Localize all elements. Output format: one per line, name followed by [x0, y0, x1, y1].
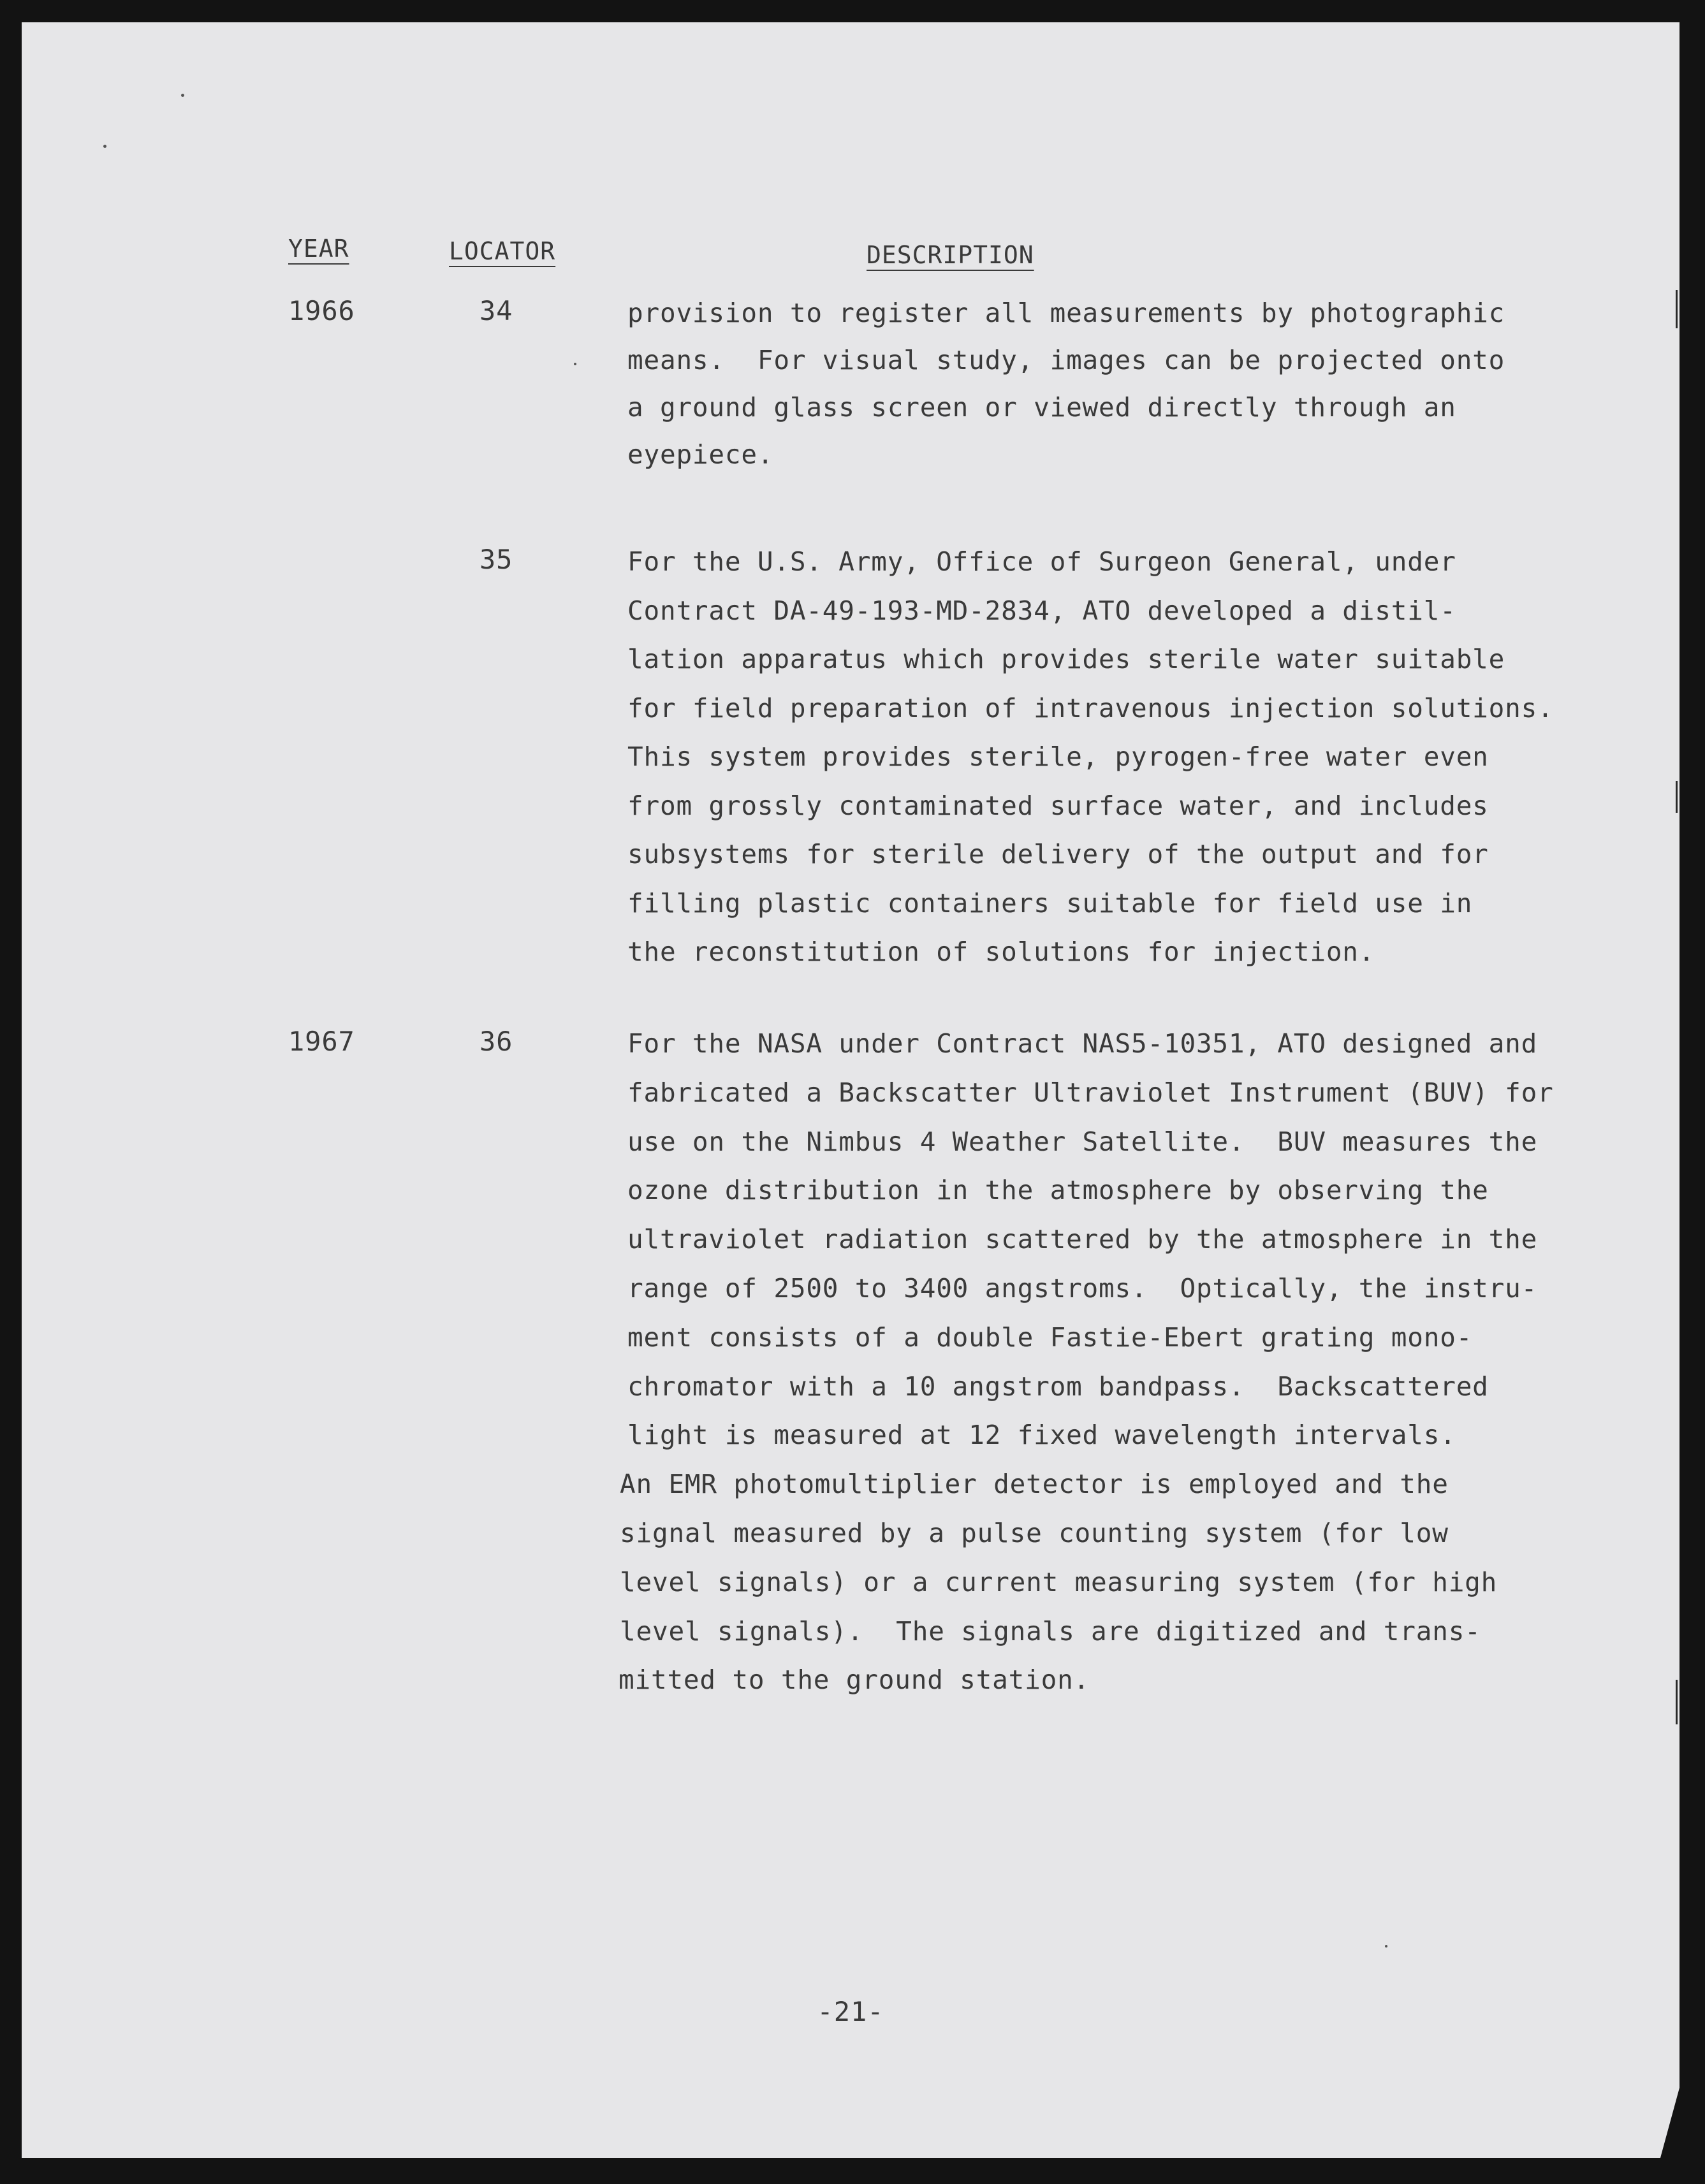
- entry-locator: 34: [479, 295, 513, 326]
- description-line: level signals). The signals are digitized and trans-: [620, 1616, 1481, 1647]
- paper-edge-mark: [1676, 1680, 1678, 1724]
- description-line: level signals) or a current measuring system (for high: [620, 1567, 1498, 1598]
- locator-column-header: LOCATOR: [449, 237, 556, 265]
- description-line: use on the Nimbus 4 Weather Satellite. BUV measures the: [627, 1126, 1538, 1157]
- description-line: means. For visual study, images can be projected onto: [627, 345, 1505, 375]
- description-line: ultraviolet radiation scattered by the atmosphere in the: [627, 1224, 1538, 1255]
- paper-speck: [181, 94, 184, 97]
- description-line: range of 2500 to 3400 angstroms. Optically, the instru-: [627, 1273, 1538, 1304]
- description-line: This system provides sterile, pyrogen-free water even: [627, 741, 1489, 772]
- paper-speck: [1385, 1945, 1387, 1947]
- paper-speck: [103, 145, 106, 148]
- description-line: light is measured at 12 fixed wavelength intervals.: [627, 1420, 1456, 1450]
- description-line: For the U.S. Army, Office of Surgeon General, under: [627, 546, 1456, 577]
- description-line: For the NASA under Contract NAS5-10351, ATO designed and: [627, 1028, 1538, 1059]
- description-line: eyepiece.: [627, 439, 774, 470]
- entry-year: 1967: [288, 1026, 355, 1057]
- description-line: for field preparation of intravenous injection solutions.: [627, 693, 1554, 724]
- description-column-header: DESCRIPTION: [867, 241, 1034, 269]
- description-line: chromator with a 10 angstrom bandpass. Backscattered: [627, 1371, 1489, 1402]
- description-line: ment consists of a double Fastie-Ebert grating mono-: [627, 1322, 1473, 1353]
- description-line: mitted to the ground station.: [618, 1664, 1090, 1695]
- description-line: Contract DA-49-193-MD-2834, ATO developed a distil-: [627, 595, 1456, 626]
- description-line: filling plastic containers suitable for field use in: [627, 888, 1473, 919]
- entry-locator: 35: [479, 544, 513, 575]
- description-line: provision to register all measurements by photographic: [627, 298, 1505, 328]
- description-line: An EMR photomultiplier detector is employed and the: [620, 1469, 1449, 1499]
- entry-year: 1966: [288, 295, 355, 326]
- document-page: [22, 22, 1679, 2158]
- description-line: the reconstitution of solutions for injection.: [627, 936, 1375, 967]
- paper-edge-mark: [1676, 781, 1678, 813]
- paper-speck: [574, 363, 576, 365]
- description-line: a ground glass screen or viewed directly through an: [627, 392, 1456, 423]
- folded-corner: [1660, 2088, 1679, 2158]
- year-column-header: YEAR: [288, 235, 349, 263]
- entry-locator: 36: [479, 1026, 513, 1057]
- description-line: subsystems for sterile delivery of the output and for: [627, 839, 1489, 870]
- description-line: ozone distribution in the atmosphere by observing the: [627, 1175, 1489, 1205]
- description-line: lation apparatus which provides sterile water suitable: [627, 644, 1505, 674]
- description-line: from grossly contaminated surface water, and includes: [627, 790, 1489, 821]
- description-line: fabricated a Backscatter Ultraviolet Instrument (BUV) for: [627, 1077, 1554, 1108]
- page-number: -21-: [817, 1996, 884, 2027]
- paper-edge-mark: [1676, 290, 1678, 328]
- description-line: signal measured by a pulse counting system (for low: [620, 1518, 1449, 1548]
